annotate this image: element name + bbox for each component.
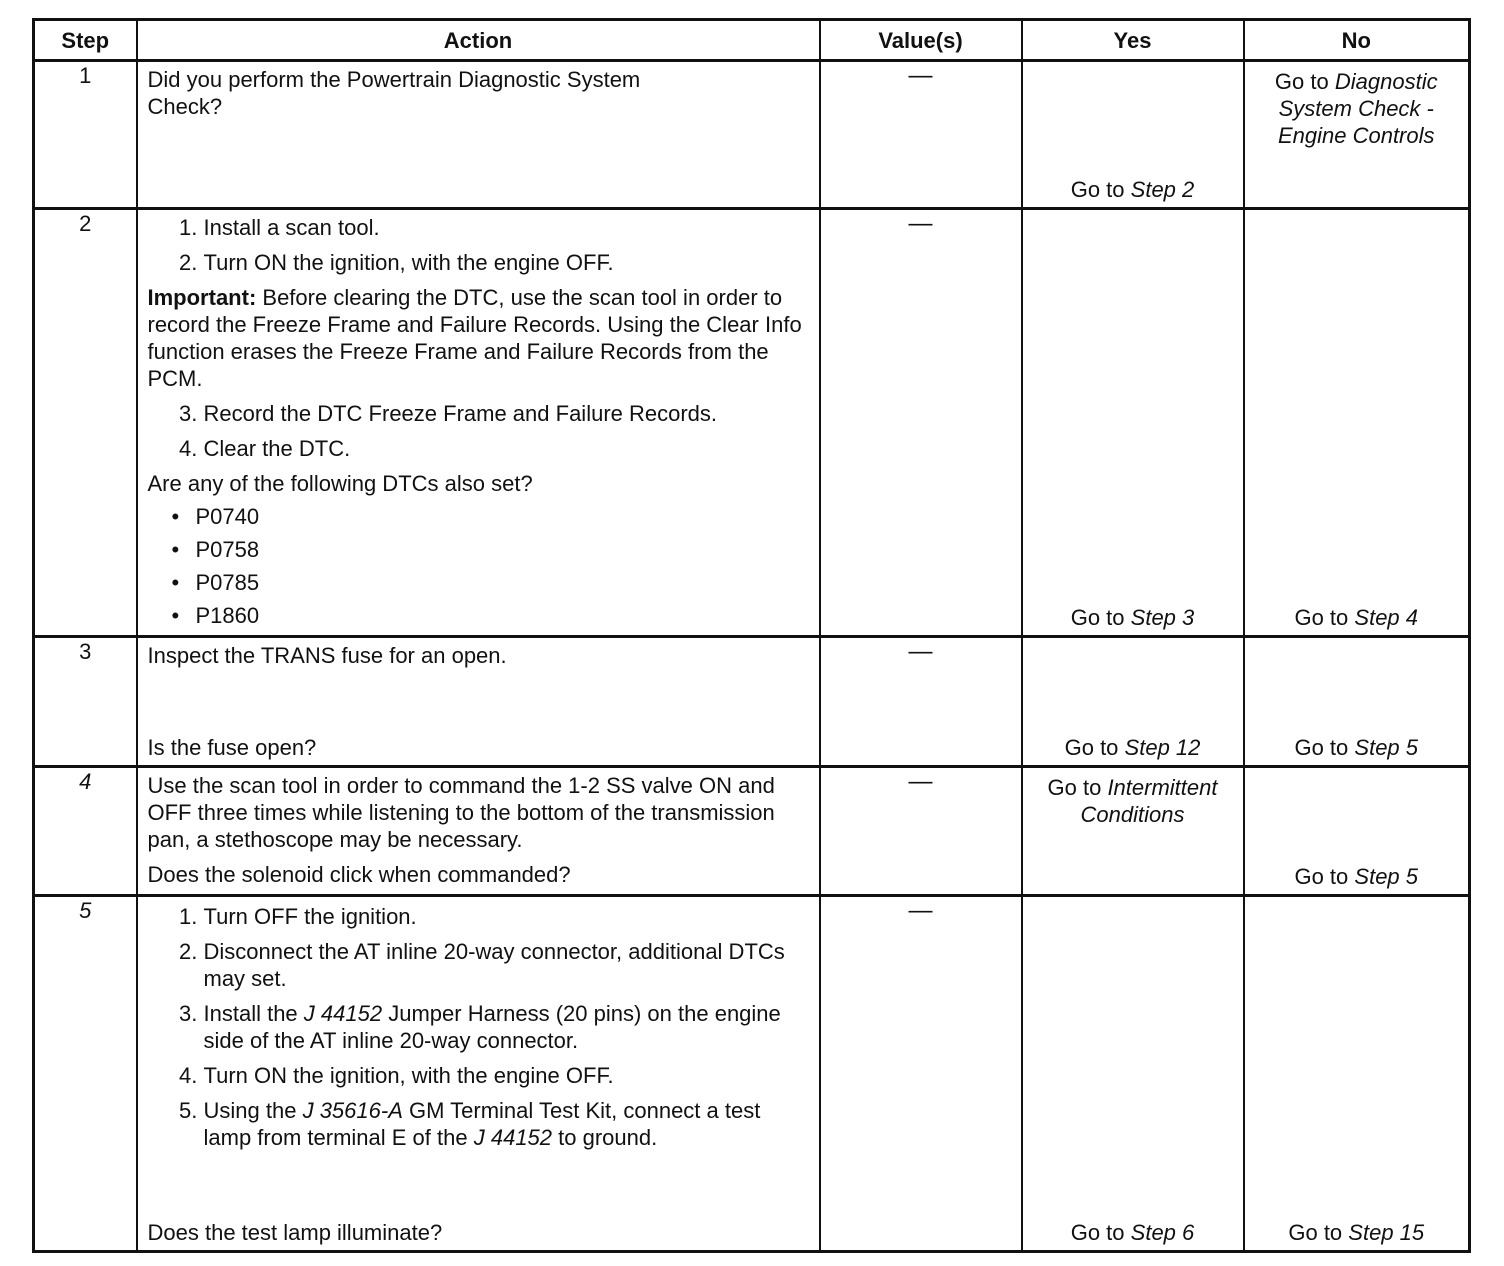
action-step: 3. Record the DTC Freeze Frame and Failure Records. bbox=[204, 400, 809, 427]
header-row bbox=[34, 20, 1470, 61]
no-cell bbox=[1244, 209, 1470, 637]
no-cell bbox=[1244, 767, 1470, 896]
yes-link[interactable]: Go to Step 2 bbox=[1070, 177, 1195, 202]
tool-ref: J 44152 bbox=[473, 1125, 553, 1150]
step-number: 5 bbox=[34, 896, 137, 1252]
yes-cell bbox=[1022, 61, 1244, 209]
value-cell: — bbox=[820, 767, 1022, 896]
value-cell: — bbox=[820, 209, 1022, 637]
step-number: 4 bbox=[34, 767, 137, 896]
yes-link[interactable]: Go to Step 6 bbox=[1070, 1220, 1195, 1245]
yes-cell bbox=[1022, 637, 1244, 767]
action-cell bbox=[137, 637, 820, 767]
no-link[interactable]: Go to Step 5 bbox=[1294, 864, 1419, 889]
table-row bbox=[34, 637, 1470, 767]
header-yes: Yes bbox=[1022, 20, 1244, 61]
header-step: Step bbox=[34, 20, 137, 61]
action-step: 2. Disconnect the AT inline 20-way connector, additional DTCs may set. bbox=[204, 938, 809, 992]
step-number: 3 bbox=[34, 637, 137, 767]
table-row bbox=[34, 61, 1470, 209]
table-row bbox=[34, 896, 1470, 1252]
no-link[interactable]: Go to Step 5 bbox=[1294, 735, 1419, 760]
value-cell: — bbox=[820, 896, 1022, 1252]
no-link[interactable]: Go to Step 4 bbox=[1294, 605, 1419, 630]
action-step: 5. Using the J 35616-A GM Terminal Test Kit, connect a test lamp from terminal E of the J 44152 to ground. bbox=[204, 1097, 809, 1151]
dtc-list bbox=[148, 503, 809, 629]
value-cell: — bbox=[820, 61, 1022, 209]
diagnostic-table bbox=[32, 18, 1471, 1253]
header-no: No bbox=[1244, 20, 1470, 61]
no-cell bbox=[1244, 61, 1470, 209]
action-text: Inspect the TRANS fuse for an open. bbox=[147, 643, 507, 668]
yes-link[interactable]: Go to Step 12 bbox=[1064, 735, 1201, 760]
table-row bbox=[34, 209, 1470, 637]
no-link[interactable]: Go to Diagnostic System Check - Engine Controls bbox=[1274, 69, 1438, 148]
action-question: Does the test lamp illuminate? bbox=[147, 1220, 443, 1245]
action-step: 1. Turn OFF the ignition. bbox=[204, 903, 809, 930]
no-cell bbox=[1244, 637, 1470, 767]
important-label: Important: bbox=[147, 285, 257, 310]
action-step: 4. Clear the DTC. bbox=[204, 435, 809, 462]
step-number: 2 bbox=[34, 209, 137, 637]
action-text: Did you perform the Powertrain Diagnostic System Check? bbox=[147, 67, 641, 119]
action-step: 1. Install a scan tool. bbox=[204, 214, 809, 241]
action-step: 2. Turn ON the ignition, with the engine OFF. bbox=[204, 249, 809, 276]
action-text: Use the scan tool in order to command the 1-2 SS valve ON and OFF three times while listening to the bottom of the transmission pan, a stethoscope may be necessary. bbox=[147, 773, 775, 852]
table-row bbox=[34, 767, 1470, 896]
yes-cell bbox=[1022, 896, 1244, 1252]
yes-link[interactable]: Go to Step 3 bbox=[1070, 605, 1195, 630]
action-question: Are any of the following DTCs also set? bbox=[147, 471, 533, 496]
tool-ref: J 44152 bbox=[303, 1001, 383, 1026]
no-cell bbox=[1244, 896, 1470, 1252]
tool-ref: J 35616-A bbox=[302, 1098, 403, 1123]
action-question: Is the fuse open? bbox=[147, 735, 317, 760]
action-cell bbox=[137, 61, 820, 209]
dtc-code: • P0785 bbox=[196, 569, 809, 596]
action-step: 4. Turn ON the ignition, with the engine OFF. bbox=[204, 1062, 809, 1089]
header-values: Value(s) bbox=[820, 20, 1022, 61]
step-number: 1 bbox=[34, 61, 137, 209]
yes-link[interactable]: Go to Intermittent Conditions bbox=[1047, 775, 1218, 827]
dtc-code: • P0758 bbox=[196, 536, 809, 563]
no-link[interactable]: Go to Step 15 bbox=[1288, 1220, 1425, 1245]
action-question: Does the solenoid click when commanded? bbox=[147, 862, 571, 887]
header-action: Action bbox=[137, 20, 820, 61]
value-cell: — bbox=[820, 637, 1022, 767]
dtc-code: • P0740 bbox=[196, 503, 809, 530]
important-text: Before clearing the DTC, use the scan tool in order to record the Freeze Frame and Failure Records. Using the Clear Info function erases the Freeze Frame and Failure Records from the PCM. bbox=[147, 285, 802, 391]
dtc-code: • P1860 bbox=[196, 602, 809, 629]
action-cell bbox=[137, 209, 820, 637]
yes-cell bbox=[1022, 209, 1244, 637]
action-cell bbox=[137, 896, 820, 1252]
action-step: 3. Install the J 44152 Jumper Harness (20 pins) on the engine side of the AT inline 20-way connector. bbox=[204, 1000, 809, 1054]
action-cell bbox=[137, 767, 820, 896]
yes-cell bbox=[1022, 767, 1244, 896]
important-note bbox=[148, 284, 809, 392]
